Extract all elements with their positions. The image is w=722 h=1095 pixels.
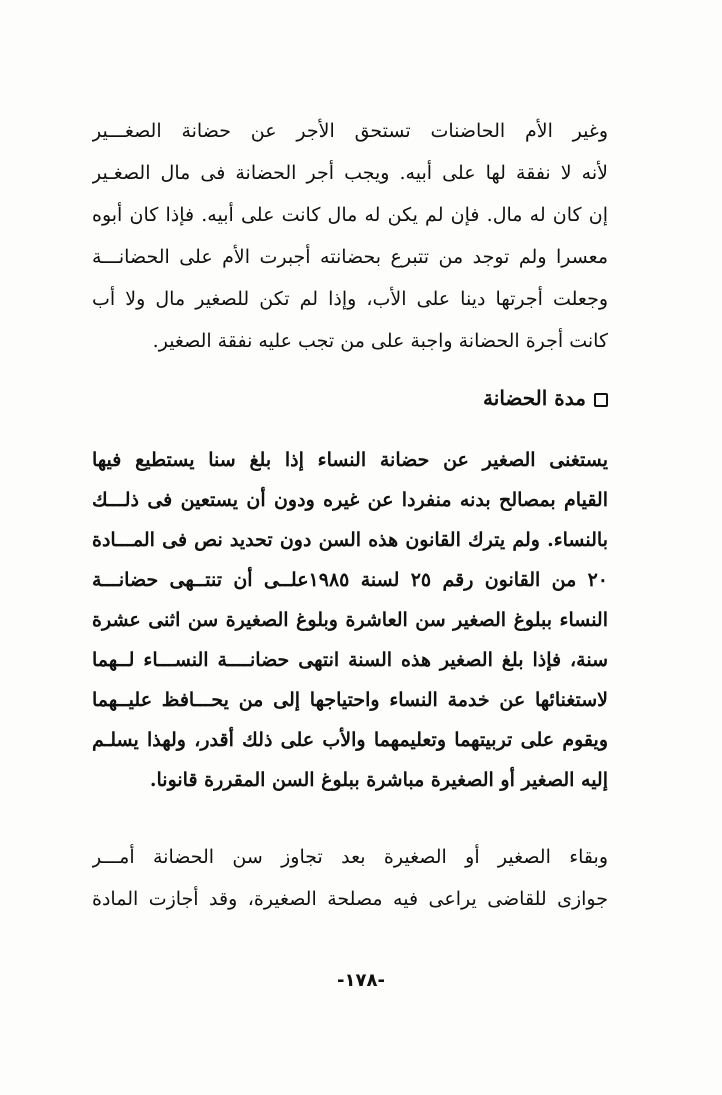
text-line: وبقاء الصغير أو الصغيرة بعد تجاوز سن الحضانة أمـــر — [92, 846, 608, 868]
paragraph-custody-fee — [92, 110, 608, 362]
text-line: إليه الصغير أو الصغيرة مباشرة ببلوغ السن المقررة قانونا. — [149, 769, 608, 791]
text-line: سنة، فإذا بلغ الصغير هذه السنة انتهى حضانــــة النســـاء لــهما — [92, 649, 608, 671]
text-line: يستغنى الصغير عن حضانة النساء إذا بلغ سنا يستطيع فيها — [92, 449, 608, 471]
text-line: كانت أجرة الحضانة واجبة على من تجب عليه نفقة الصغير. — [152, 330, 608, 352]
section-heading-title: مدة الحضانة — [483, 386, 586, 410]
text-line: النساء ببلوغ الصغير سن العاشرة وبلوغ الصغيرة سن اثنى عشرة — [92, 609, 608, 631]
text-line: وجعلت أجرتها دينا على الأب، وإذا لم تكن للصغير مال ولا أب — [92, 288, 608, 310]
text-line: لأنه لا نفقة لها على أبيه. ويجب أجر الحضانة فى مال الصغـير — [92, 162, 608, 184]
paragraph-custody-duration — [92, 440, 608, 800]
section-heading — [92, 378, 608, 418]
paragraph-beyond-custody — [92, 836, 608, 920]
text-line: ٢٠ من القانون رقم ٢٥ لسنة ١٩٨٥علــى أن تنتــهى حضانـــة — [92, 569, 608, 591]
text-line: القيام بمصالح بدنه منفردا عن غيره ودون أن يستعين فى ذلـــك — [92, 489, 608, 511]
square-bullet-icon — [594, 393, 608, 407]
text-line: وغير الأم الحاضنات تستحق الأجر عن حضانة الصغـــير — [92, 120, 608, 142]
text-line: جوازى للقاضى يراعى فيه مصلحة الصغيرة، وقد أجازت المادة — [92, 888, 608, 910]
text-line: ويقوم على تربيتهما وتعليمهما والأب على ذلك أقدر، ولهذا يسلـم — [92, 729, 608, 751]
text-line: معسرا ولم توجد من تتبرع بحضانته أجبرت الأم على الحضانـــة — [92, 246, 608, 268]
text-line: بالنساء. ولم يترك القانون هذه السن دون تحديد نص فى المـــادة — [92, 529, 608, 551]
page-number: -١٧٨- — [337, 970, 385, 991]
text-line: لاستغنائها عن خدمة النساء واحتياجها إلى من يحـــافظ عليــهما — [92, 689, 608, 711]
text-line: إن كان له مال. فإن لم يكن له مال كانت على أبيه. فإذا كان أبوه — [92, 204, 608, 226]
